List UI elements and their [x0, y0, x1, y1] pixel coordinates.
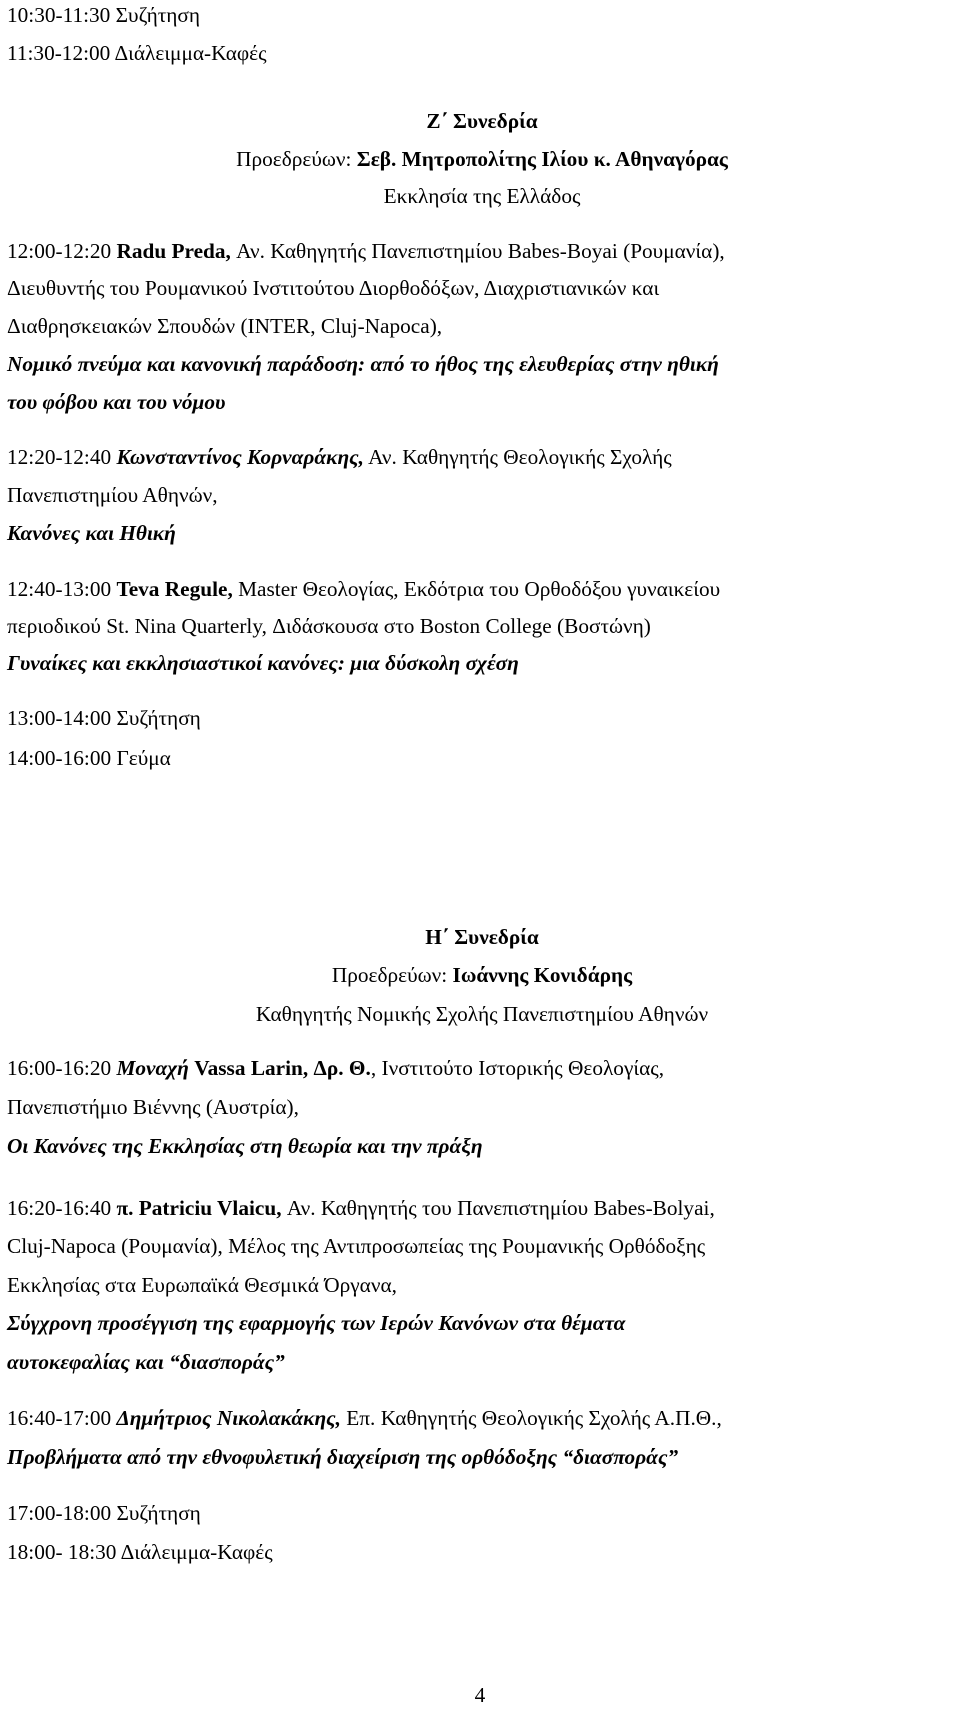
page-number: 4	[474, 1683, 486, 1707]
speaker-name: Κωνσταντίνος Κορναράκης,	[116, 445, 364, 469]
talk-title: Σύγχρονη προσέγγιση της εφαρμογής των Ιερών Κανόνων στα θέματα	[7, 1311, 626, 1335]
schedule-discussion-3: 17:00-18:00 Συζήτηση	[7, 1501, 201, 1525]
talk-line	[7, 1195, 715, 1221]
talk-time: 16:20-16:40	[7, 1196, 117, 1220]
talk-line	[7, 1055, 664, 1081]
speaker-affiliation: Αν. Καθηγητής Πανεπιστημίου Babes-Boyai (Ρουμανία),	[230, 239, 725, 263]
session-7-title: Ζ΄ Συνεδρία	[426, 109, 538, 133]
talk-title: Οι Κανόνες της Εκκλησίας στη θεωρία και την πράξη	[7, 1134, 483, 1158]
talk-time: 12:20-12:40	[7, 445, 117, 469]
schedule-break-2: 18:00- 18:30 Διάλειμμα-Καφές	[7, 1540, 273, 1564]
talk-line	[7, 238, 725, 264]
talk-time: 12:00-12:20	[7, 239, 117, 263]
schedule-break-1: 11:30-12:00 Διάλειμμα-Καφές	[7, 41, 267, 65]
speaker-name: Teva Regule,	[116, 577, 233, 601]
speaker-name: Δημήτριος Νικολακάκης,	[116, 1406, 341, 1430]
chair-name: Ιωάννης Κονιδάρης	[452, 963, 633, 987]
session-7-chair	[7, 146, 957, 172]
session-8-chair-org: Καθηγητής Νομικής Σχολής Πανεπιστημίου Αθηνών	[255, 1002, 709, 1026]
speaker-name: π. Patriciu Vlaicu,	[116, 1196, 282, 1220]
chair-name: Σεβ. Μητροπολίτης Ιλίου κ. Αθηναγόρας	[356, 147, 728, 171]
speaker-name: Vassa Larin, Δρ. Θ.	[188, 1056, 371, 1080]
speaker-affiliation: Διευθυντής του Ρουμανικού Ινστιτούτου Διορθοδόξων, Διαχριστιανικών και	[7, 276, 660, 300]
speaker-affiliation: Πανεπιστήμιο Βιέννης (Αυστρία),	[7, 1095, 299, 1119]
speaker-affiliation: Πανεπιστημίου Αθηνών,	[7, 483, 218, 507]
talk-time: 12:40-13:00	[7, 577, 117, 601]
talk-title: Νομικό πνεύμα και κανονική παράδοση: από το ήθος της ελευθερίας στην ηθική	[7, 352, 719, 376]
chair-label: Προεδρεύων:	[331, 963, 453, 987]
session-8-chair	[7, 962, 957, 988]
chair-label: Προεδρεύων:	[236, 147, 357, 171]
speaker-affiliation: Διαθρησκειακών Σπουδών (INTER, Cluj-Napoca),	[7, 314, 443, 338]
talk-line	[7, 576, 720, 602]
talk-title: του φόβου και του νόμου	[7, 390, 226, 414]
speaker-title: Μοναχή	[116, 1056, 189, 1080]
talk-line	[7, 444, 672, 470]
talk-title: Κανόνες και Ηθική	[7, 521, 176, 545]
talk-time: 16:00-16:20	[7, 1056, 117, 1080]
session-8-title: Η΄ Συνεδρία	[425, 925, 539, 949]
schedule-lunch: 14:00-16:00 Γεύμα	[7, 746, 171, 770]
speaker-affiliation: περιοδικού St. Nina Quarterly, Διδάσκουσα στο Boston College (Βοστώνη)	[7, 614, 651, 638]
session-7-chair-org: Εκκλησία της Ελλάδος	[383, 184, 581, 208]
talk-line	[7, 1405, 722, 1431]
talk-title: αυτοκεφαλίας και “διασποράς”	[7, 1350, 285, 1374]
speaker-affiliation: Αν. Καθηγητής Θεολογικής Σχολής	[363, 445, 672, 469]
talk-title: Γυναίκες και εκκλησιαστικοί κανόνες: μια δύσκολη σχέση	[7, 651, 519, 675]
schedule-discussion-1: 10:30-11:30 Συζήτηση	[7, 3, 201, 27]
speaker-affiliation: Εκκλησίας στα Ευρωπαϊκά Θεσμικά Όργανα,	[7, 1273, 397, 1297]
talk-time: 16:40-17:00	[7, 1406, 117, 1430]
speaker-affiliation: Cluj-Napoca (Ρουμανία), Μέλος της Αντιπροσωπείας της Ρουμανικής Ορθόδοξης	[7, 1234, 706, 1258]
speaker-affiliation: Master Θεολογίας, Εκδότρια του Ορθοδόξου γυναικείου	[232, 577, 721, 601]
talk-title: Προβλήματα από την εθνοφυλετική διαχείριση της ορθόδοξης “διασποράς”	[7, 1445, 679, 1469]
speaker-affiliation: Αν. Καθηγητής του Πανεπιστημίου Babes-Bolyai,	[281, 1196, 715, 1220]
speaker-affiliation: Επ. Καθηγητής Θεολογικής Σχολής Α.Π.Θ.,	[340, 1406, 722, 1430]
schedule-discussion-2: 13:00-14:00 Συζήτηση	[7, 706, 201, 730]
speaker-affiliation: , Ινστιτούτο Ιστορικής Θεολογίας,	[370, 1056, 665, 1080]
speaker-name: Radu Preda,	[116, 239, 231, 263]
